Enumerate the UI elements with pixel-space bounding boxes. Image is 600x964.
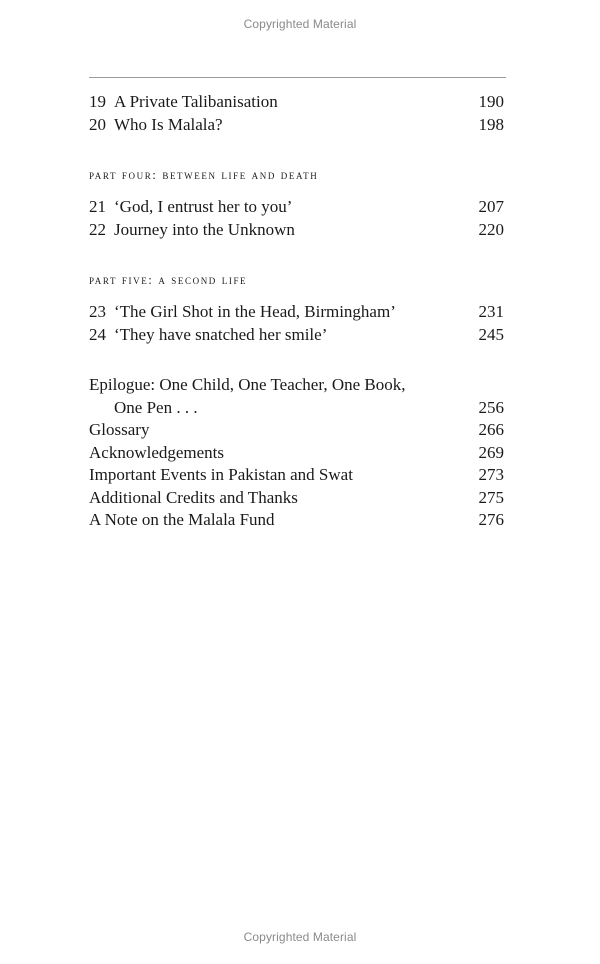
chapter-title: ‘God, I entrust her to you’ — [114, 197, 293, 216]
toc-entry-chapter-22 — [89, 219, 504, 242]
chapter-number: 22 — [89, 219, 106, 239]
toc-entry-acknowledgements — [89, 442, 504, 465]
entry-title: A Note on the Malala Fund — [89, 510, 275, 529]
epilogue-title: Epilogue: One Child, One Teacher, One Book, — [89, 375, 406, 394]
toc-entry-epilogue-line1 — [89, 374, 504, 397]
toc-entry-important-events — [89, 464, 504, 487]
page-number: 266 — [478, 420, 504, 439]
toc-entry-chapter-19 — [89, 91, 504, 114]
epilogue-title-continued: One Pen . . . — [114, 397, 198, 417]
entry-title: Glossary — [89, 420, 150, 439]
part-four-heading: part four: between life and death — [89, 167, 319, 182]
copyright-watermark-top: Copyrighted Material — [243, 17, 357, 31]
chapter-title: ‘The Girl Shot in the Head, Birmingham’ — [114, 302, 396, 321]
page-number: 276 — [478, 510, 504, 529]
toc-entry-chapter-24 — [89, 324, 504, 347]
page-number: 245 — [478, 324, 504, 344]
chapter-number: 20 — [89, 114, 106, 134]
chapter-number: 23 — [89, 302, 106, 321]
toc-entry-malala-fund — [89, 509, 504, 532]
entry-title: Acknowledgements — [89, 442, 225, 462]
page-number: 256 — [478, 397, 504, 417]
chapter-number: 21 — [89, 197, 106, 216]
entry-title: Important Events in Pakistan and Swat — [89, 465, 353, 484]
toc-entry-chapter-21 — [89, 196, 504, 219]
toc-entry-epilogue-line2 — [89, 397, 504, 420]
page-number: 269 — [478, 442, 504, 462]
chapter-number: 24 — [89, 324, 106, 344]
page-number: 198 — [478, 114, 504, 134]
toc-entry-chapter-23 — [89, 301, 504, 324]
part-five-heading: part five: a second life — [89, 272, 248, 287]
table-of-contents — [89, 91, 504, 532]
copyright-watermark-bottom: Copyrighted Material — [243, 930, 357, 944]
chapter-title: Journey into the Unknown — [114, 219, 295, 239]
chapter-title: Who Is Malala? — [114, 114, 223, 134]
chapter-number: 19 — [89, 92, 106, 111]
toc-entry-additional-credits — [89, 487, 504, 510]
header-rule — [89, 77, 506, 78]
chapter-title: A Private Talibanisation — [114, 92, 278, 111]
toc-entry-chapter-20 — [89, 114, 504, 137]
page-number: 231 — [478, 302, 504, 321]
page-number: 275 — [478, 487, 504, 507]
page-number: 273 — [478, 465, 504, 484]
chapter-title: ‘They have snatched her smile’ — [114, 324, 328, 344]
entry-title: Additional Credits and Thanks — [89, 487, 298, 507]
toc-entry-glossary — [89, 419, 504, 442]
page-number: 190 — [478, 92, 504, 111]
page-number: 207 — [478, 197, 504, 216]
page-number: 220 — [478, 219, 504, 239]
